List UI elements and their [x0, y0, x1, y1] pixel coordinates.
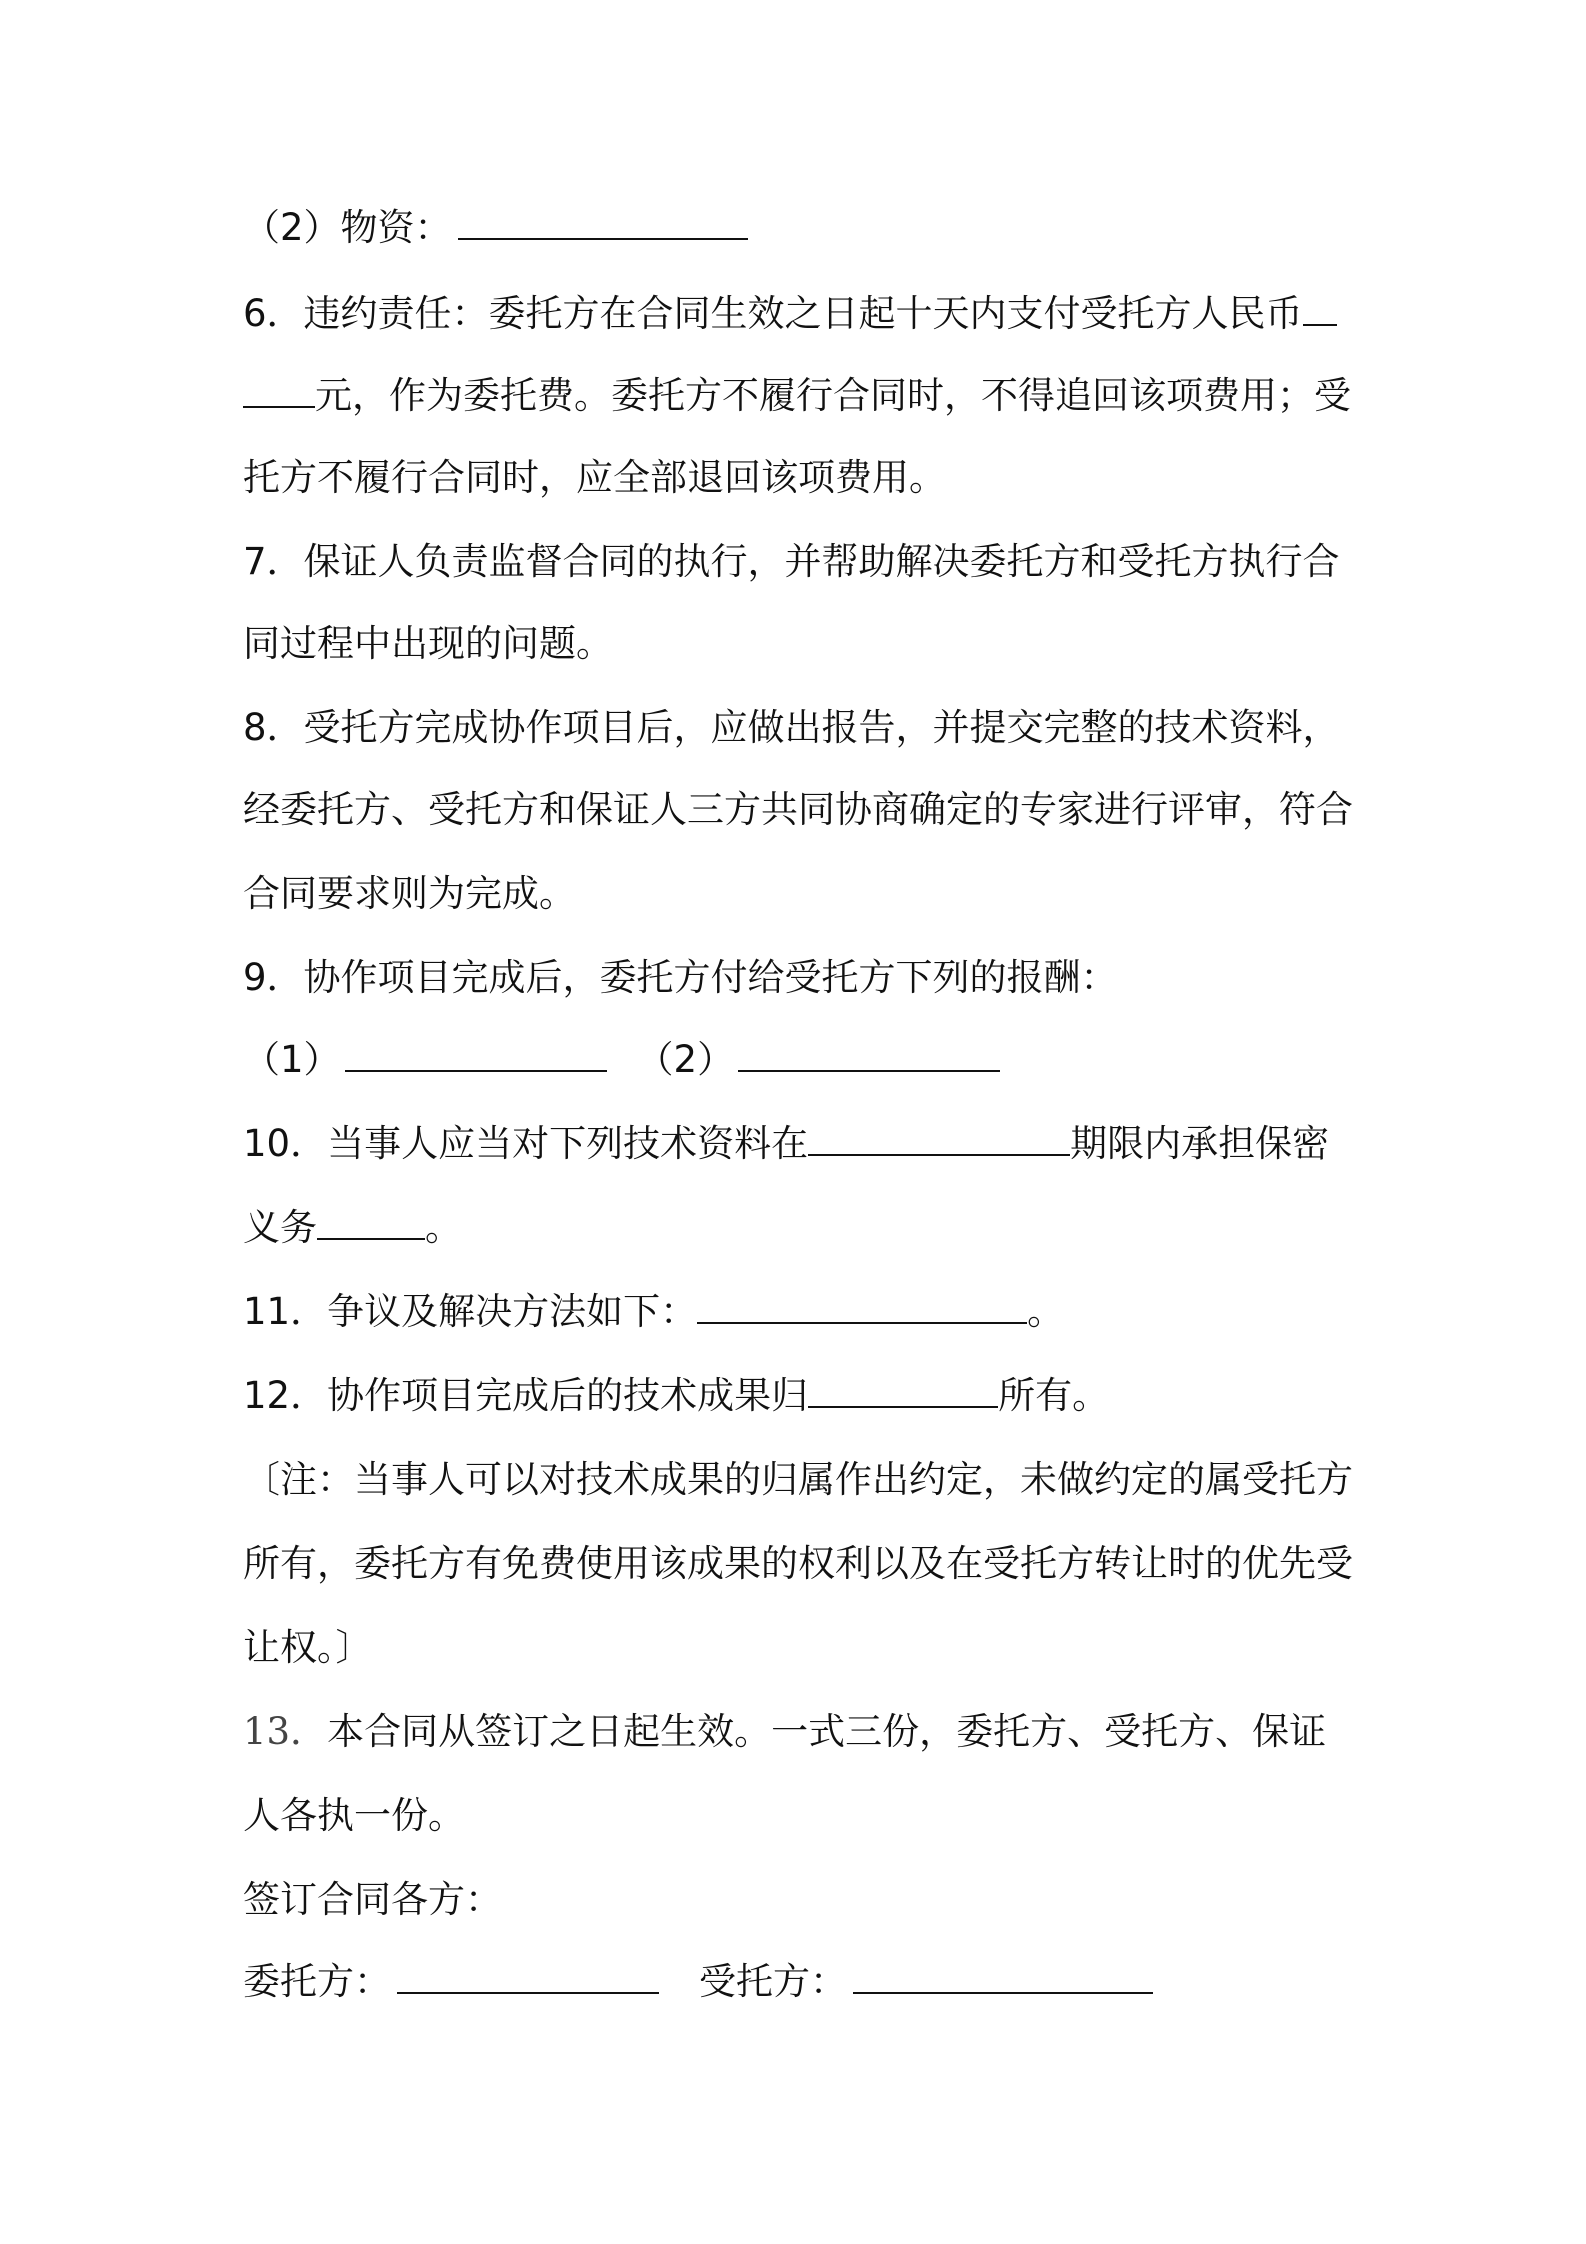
dispute-resolution-blank [697, 1292, 1027, 1324]
clause-13-line-1 [243, 1708, 1326, 1756]
clause-8-text-1: 8．受托方完成协作项目后，应做出报告，并提交完整的技术资料， [243, 706, 1340, 749]
clause-6-text-1: 6．违约责任：委托方在合同生效之日起十天内支付受托方人民币 [243, 292, 1303, 335]
note-text-2: 所有，委托方有免费使用该成果的权利以及在受托方转让时的优先受 [243, 1542, 1353, 1585]
clause-10-text-2b: 。 [425, 1206, 462, 1249]
clause-13-text-2: 人各执一份。 [243, 1794, 465, 1837]
material-label: （2）物资： [243, 206, 452, 249]
clause-12-line [243, 1372, 1109, 1420]
clause-12-text-b: 所有。 [998, 1374, 1110, 1417]
clause-6-line-2 [243, 372, 1351, 420]
clause-13-number: 13． [243, 1710, 328, 1753]
fee-amount-blank-b [243, 376, 315, 408]
material-blank [458, 208, 748, 240]
clause-8-text-3: 合同要求则为完成。 [243, 872, 576, 915]
confidentiality-duty-blank [317, 1208, 425, 1240]
clause-10-text-1b: 期限内承担保密 [1070, 1122, 1330, 1165]
clause-8-line-1 [243, 704, 1340, 752]
clause-8-text-2: 经委托方、受托方和保证人三方共同协商确定的专家进行评审，符合 [243, 788, 1353, 831]
note-line-3 [243, 1624, 373, 1672]
clause-6-text-2: 元，作为委托费。委托方不履行合同时，不得追回该项费用；受 [315, 374, 1351, 417]
signing-title-line [243, 1876, 502, 1924]
clause-11-line [243, 1288, 1064, 1336]
signing-title: 签订合同各方： [243, 1878, 502, 1921]
reward-2-blank [738, 1040, 1000, 1072]
client-signature-blank [397, 1962, 659, 1994]
clause-13-line-2 [243, 1792, 465, 1840]
clause-7-line-1 [243, 538, 1340, 586]
clause-13-text-1: 本合同从签订之日起生效。一式三份，委托方、受托方、保证 [327, 1710, 1327, 1753]
clause-7-line-2 [243, 620, 613, 668]
clause-8-line-3 [243, 870, 576, 918]
clause-7-text-1: 7．保证人负责监督合同的执行，并帮助解决委托方和受托方执行合 [243, 540, 1340, 583]
clause-6-text-3: 托方不履行合同时，应全部退回该项费用。 [243, 456, 946, 499]
client-label: 委托方： [243, 1960, 391, 2003]
note-text-3: 让权。〕 [243, 1626, 373, 1669]
clause-10-text-1a: 10．当事人应当对下列技术资料在 [243, 1122, 809, 1165]
fee-amount-blank-a [1303, 294, 1337, 326]
clause-6-line-3 [243, 454, 946, 502]
clause-6-line-1 [243, 290, 1337, 338]
note-line-1 [243, 1456, 1353, 1504]
clause-8-line-2 [243, 786, 1353, 834]
material-line [243, 204, 748, 252]
confidentiality-period-blank [808, 1124, 1070, 1156]
reward-2-label: （2） [636, 1038, 735, 1081]
reward-1-label: （1） [243, 1038, 341, 1081]
reward-1-blank [345, 1040, 607, 1072]
clause-9-line [243, 954, 1118, 1002]
reward-line [243, 1036, 1000, 1084]
clause-10-line-1 [243, 1120, 1329, 1168]
clause-10-text-2a: 义务 [243, 1206, 317, 1249]
ownership-blank [808, 1376, 998, 1408]
clause-7-text-2: 同过程中出现的问题。 [243, 622, 613, 665]
clause-9-text: 9．协作项目完成后，委托方付给受托方下列的报酬： [243, 956, 1118, 999]
clause-11-end: 。 [1027, 1290, 1065, 1333]
trustee-signature-blank [853, 1962, 1153, 1994]
trustee-label: 受托方： [699, 1960, 847, 2003]
clause-11-text: 11．争议及解决方法如下： [243, 1290, 698, 1333]
signatures-line [243, 1958, 1153, 2006]
note-line-2 [243, 1540, 1353, 1588]
note-text-1: 〔注：当事人可以对技术成果的归属作出约定，未做约定的属受托方 [243, 1458, 1353, 1501]
clause-10-line-2 [243, 1204, 462, 1252]
clause-12-text-a: 12．协作项目完成后的技术成果归 [243, 1374, 809, 1417]
